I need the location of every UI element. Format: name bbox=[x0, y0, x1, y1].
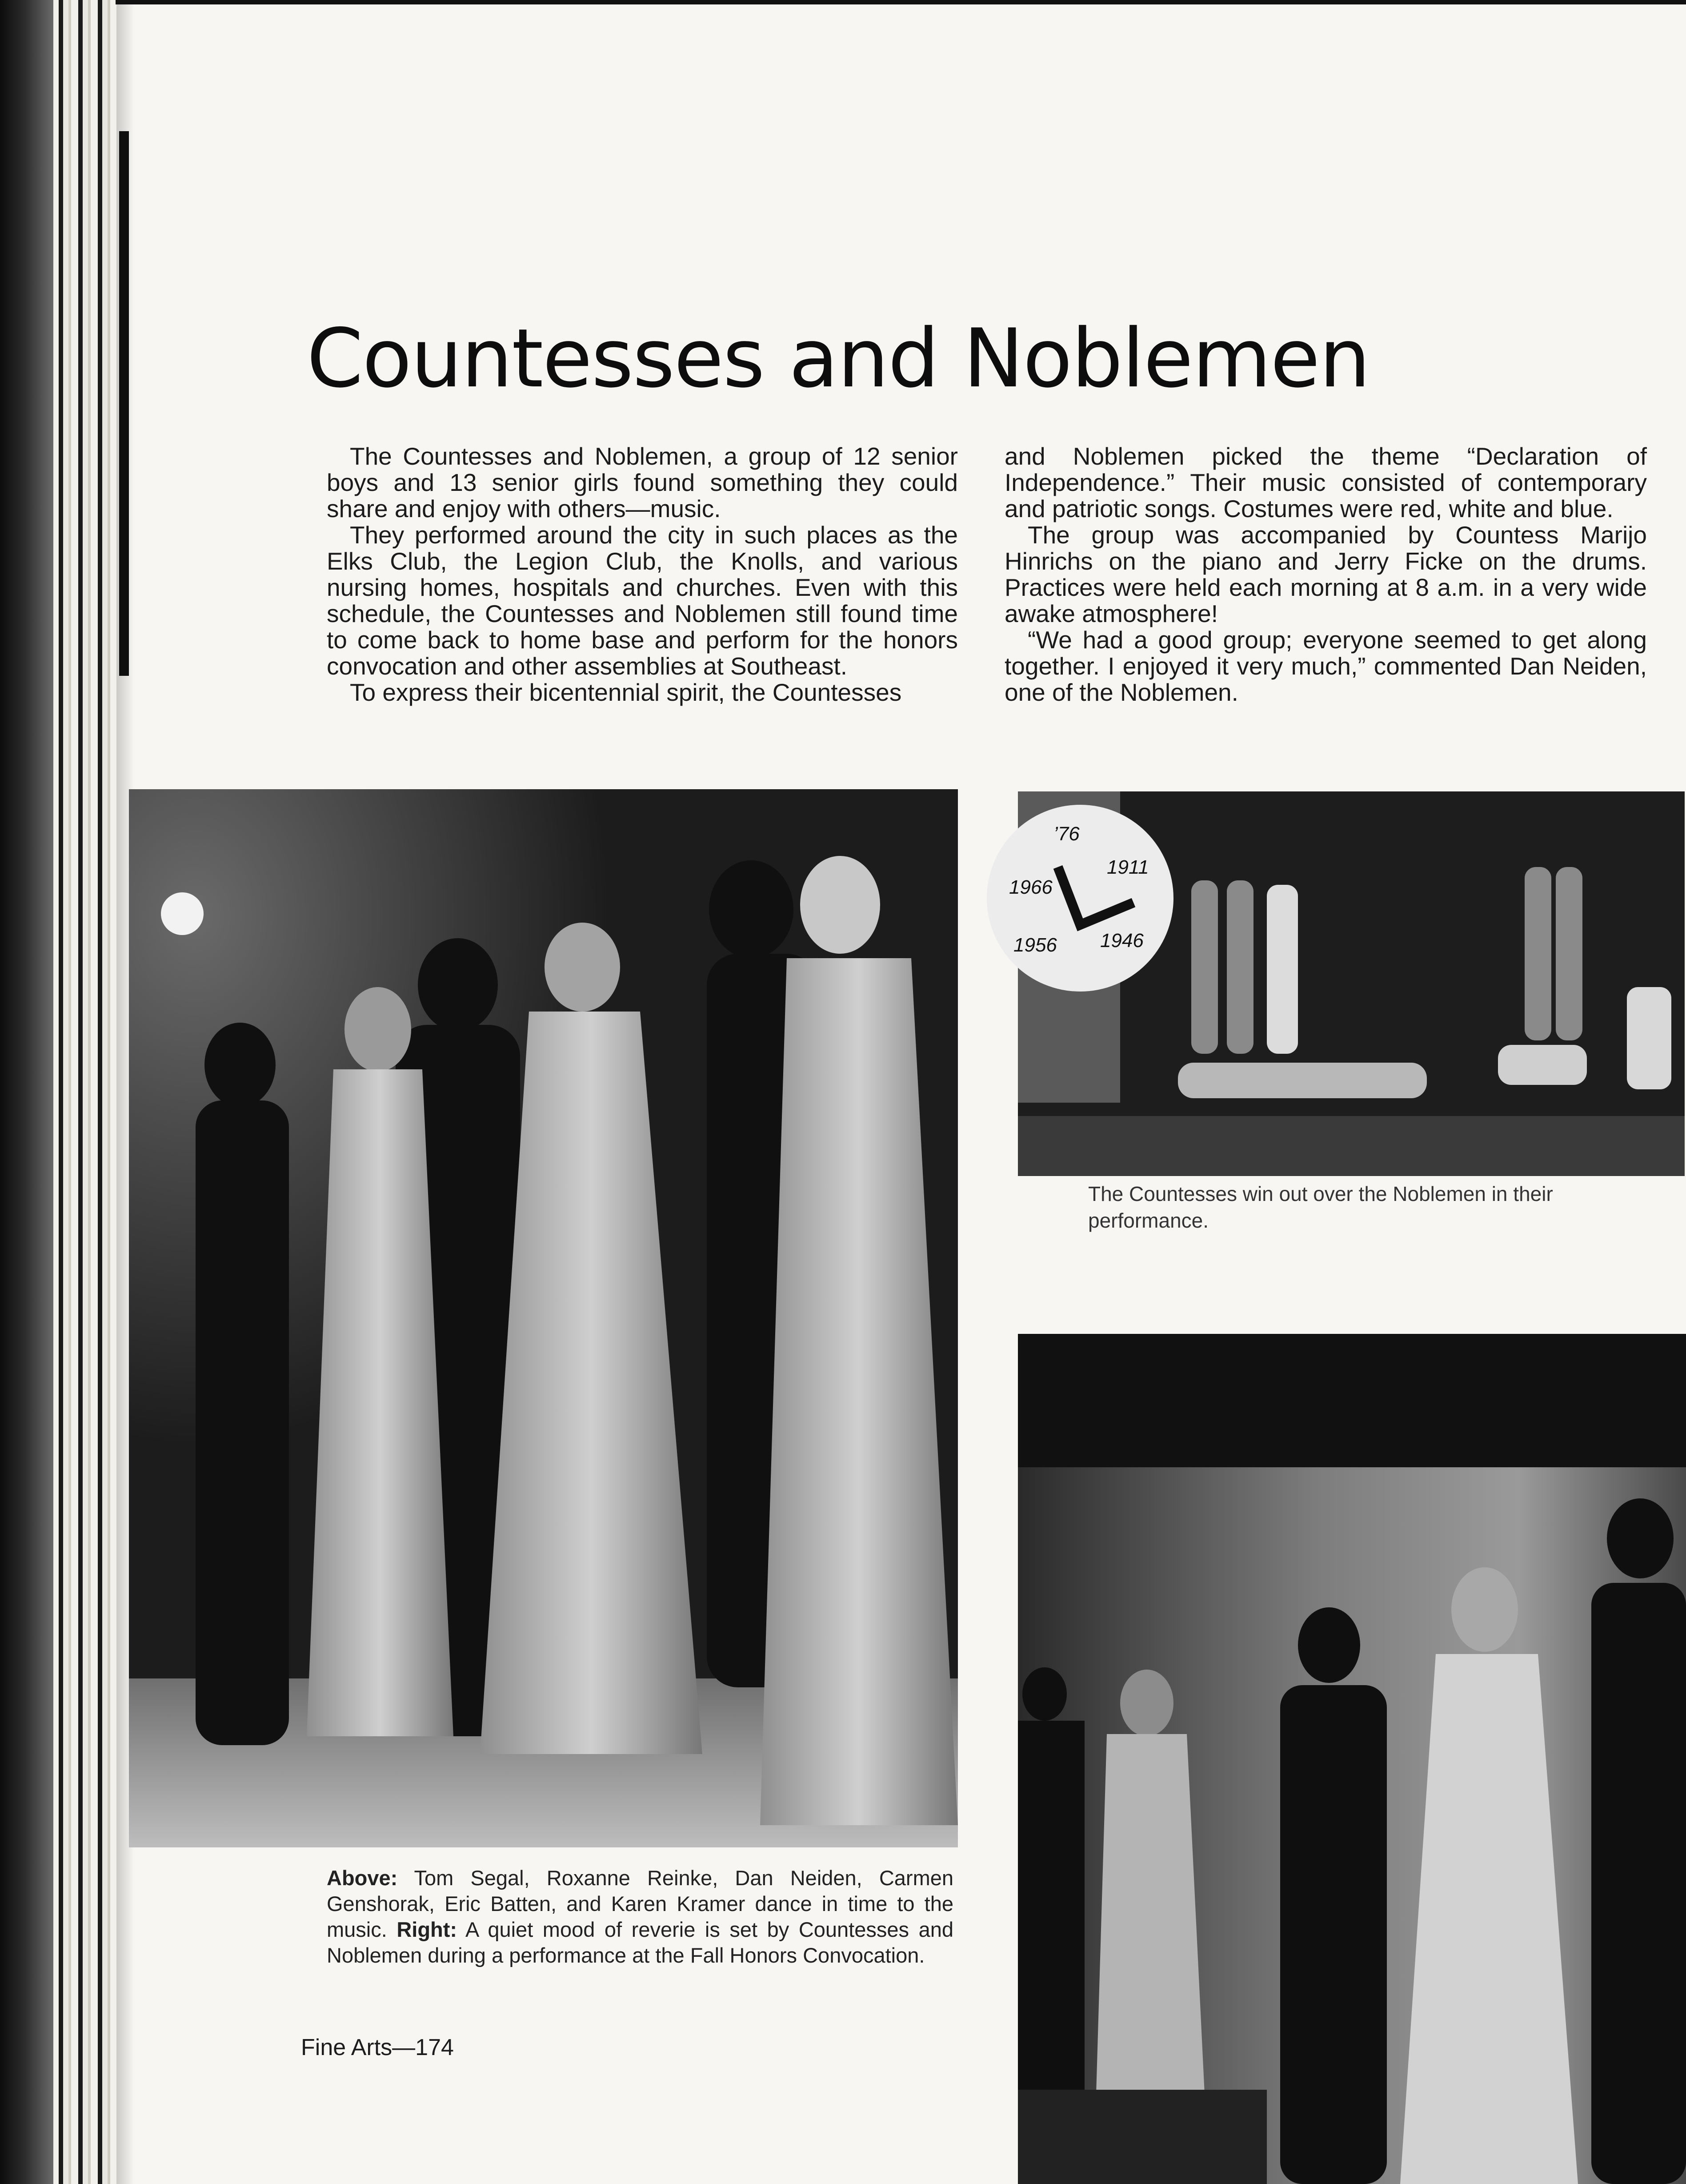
paragraph: They performed around the city in such places as the Elks Club, the Legion Club, the Knolls, and various nursing homes, hospitals and churches. Even with this schedule, the Countesses and Noblemen still found time to come back to home base and perform for the honors convocation and other assemblies at Southeast. bbox=[327, 521, 958, 680]
photo-singers-illustration bbox=[129, 789, 958, 1847]
paragraph: “We had a good group; everyone seemed to get along together. I enjoyed it very much,” commented Dan Neiden, one of the Noblemen. bbox=[1005, 626, 1647, 706]
top-rule bbox=[116, 0, 1686, 4]
article-right-column bbox=[1005, 443, 1647, 706]
paragraph: The Countesses and Noblemen, a group of 12 senior boys and 13 senior girls found something they could share and enjoy with others—music. bbox=[327, 442, 958, 522]
clock-label: 1911 bbox=[1107, 856, 1149, 878]
spine-shadow-dark bbox=[0, 0, 53, 2184]
photo-convocation-illustration bbox=[1018, 1334, 1686, 2184]
paragraph: To express their bicentennial spirit, the Countesses bbox=[350, 678, 902, 706]
clock-label: ’76 bbox=[1053, 823, 1080, 845]
photo-honors-convocation bbox=[1018, 1334, 1686, 2184]
page-folio: Fine Arts—174 bbox=[301, 2035, 454, 2060]
article-left-column bbox=[327, 443, 958, 706]
photo-singers-on-stage bbox=[129, 789, 958, 1847]
paragraph: The group was accompanied by Countess Marijo Hinrichs on the piano and Jerry Ficke on the drums. Practices were held each morning at 8 a.m. in a very wide awake atmosphere! bbox=[1005, 521, 1647, 627]
caption-main-photo bbox=[327, 1865, 953, 1968]
paragraph-continued: and Noblemen picked the theme “Declaration of Independence.” Their music consisted of contemporary and patriotic songs. Costumes were red, white and blue. bbox=[1005, 442, 1647, 522]
clock-label: 1956 bbox=[1013, 934, 1057, 956]
caption-right-text: A quiet mood of reverie is set by Countesses and Noblemen during a performance at the Fall Honors Convocation. bbox=[327, 1918, 953, 1967]
photo-clock-illustration bbox=[1009, 791, 1685, 1176]
photo-clock-scene bbox=[1009, 791, 1685, 1176]
caption-above-text: Tom Segal, Roxanne Reinke, Dan Neiden, Carmen Genshorak, Eric Batten, and Karen Kramer dance in time to the music. bbox=[327, 1866, 953, 1941]
clock-label: 1966 bbox=[1009, 876, 1053, 898]
caption-above-label: Above: bbox=[327, 1866, 398, 1890]
clock-label: 1946 bbox=[1100, 930, 1144, 951]
caption-clock-photo: The Countesses win out over the Noblemen in their performance. bbox=[1088, 1182, 1553, 1232]
clock-face bbox=[987, 805, 1173, 992]
page-title: Countesses and Noblemen bbox=[307, 311, 1370, 405]
margin-bar bbox=[119, 131, 129, 676]
caption-right-label: Right: bbox=[396, 1918, 457, 1941]
